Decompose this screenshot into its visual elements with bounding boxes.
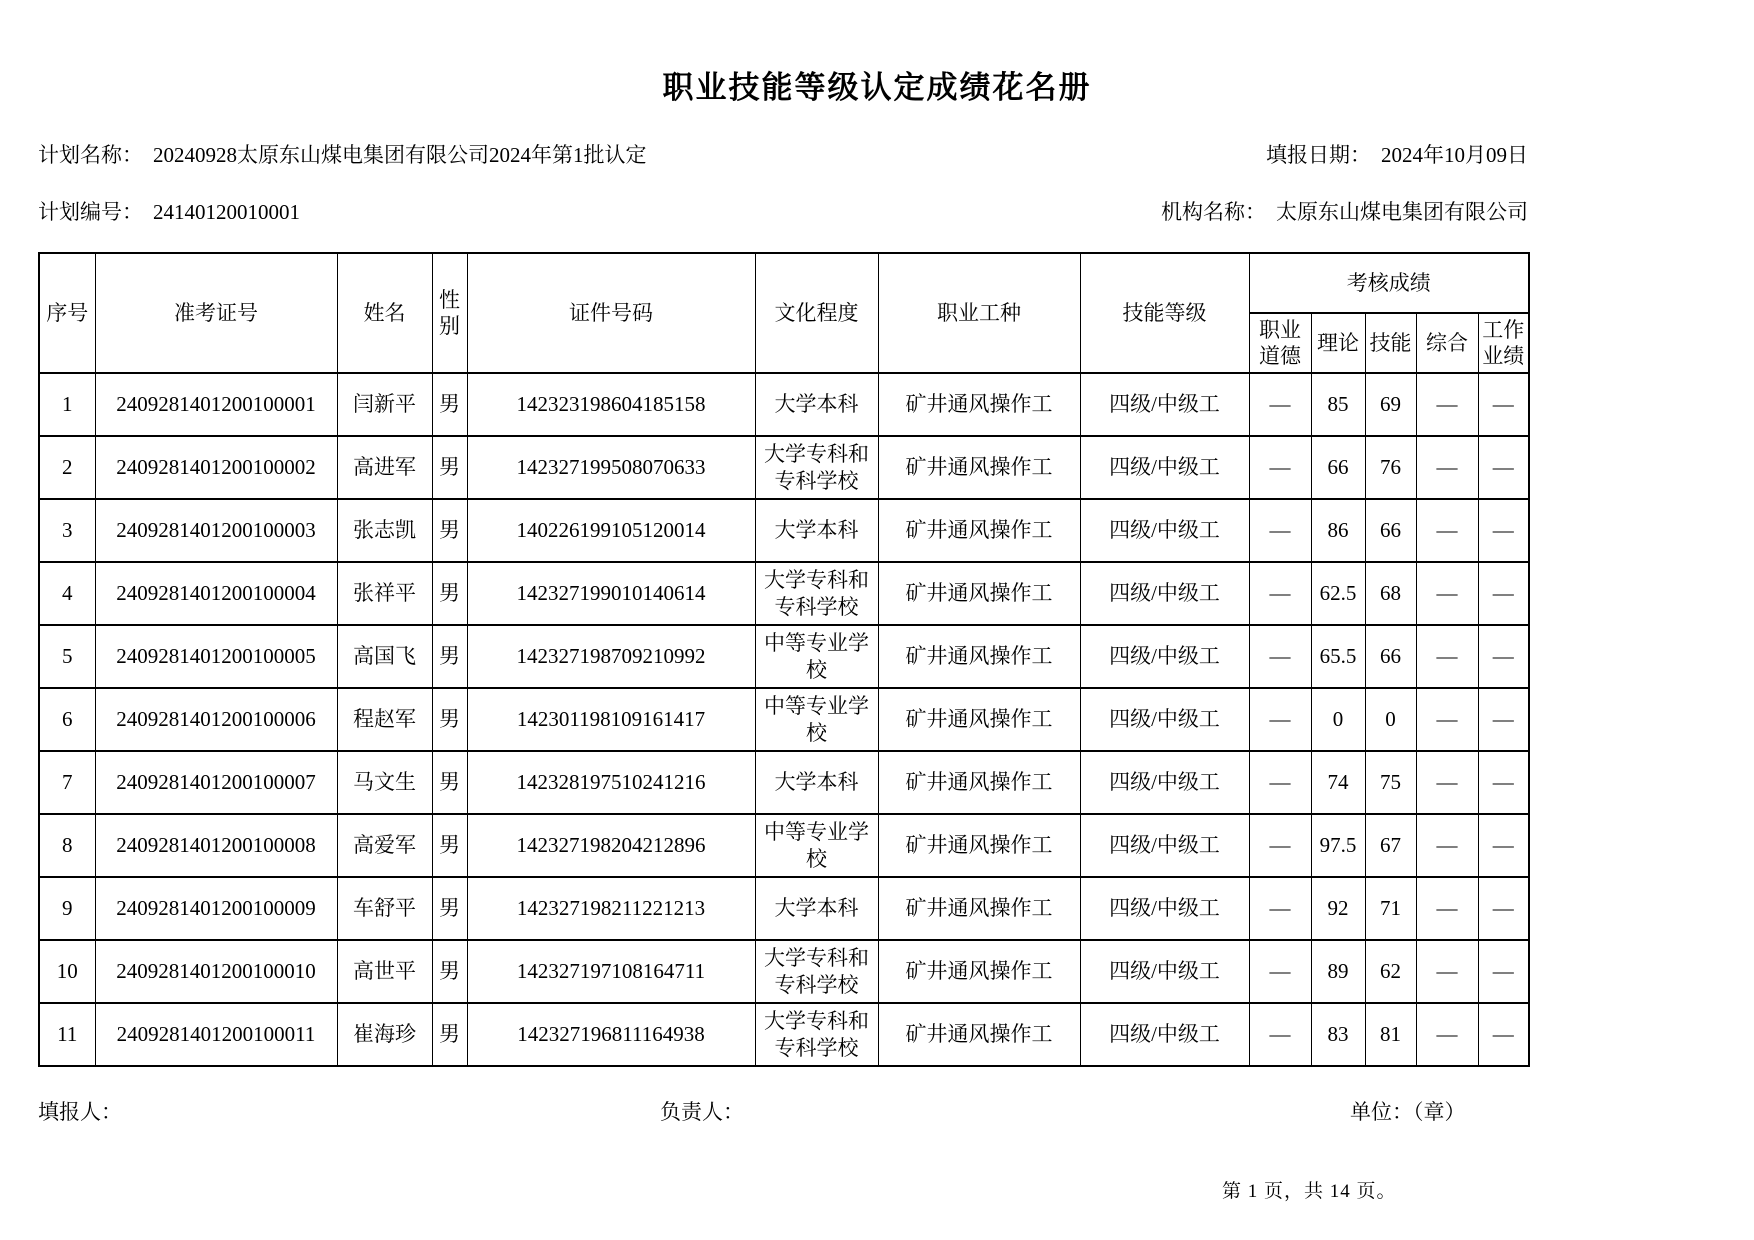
header-occupation: 职业工种 [878,253,1080,373]
seq-cell: 3 [39,499,95,562]
gender-cell: 男 [432,1003,467,1066]
level-cell: 四级/中级工 [1080,751,1249,814]
score-performance-cell: — [1478,499,1529,562]
id-cell: 142327198709210992 [467,625,755,688]
education-cell: 大学本科 [755,499,878,562]
name-cell: 闫新平 [337,373,432,436]
score-skill-cell: 68 [1365,562,1416,625]
id-cell: 142327197108164711 [467,940,755,1003]
report-date-value: 2024年10月09日 [1381,143,1528,167]
level-cell: 四级/中级工 [1080,436,1249,499]
score-performance-cell: — [1478,436,1529,499]
meta-row-2 [38,200,1528,225]
header-gender: 性别 [432,253,467,373]
level-cell: 四级/中级工 [1080,373,1249,436]
gender-cell: 男 [432,688,467,751]
gender-cell: 男 [432,814,467,877]
education-cell: 大学专科和专科学校 [755,940,878,1003]
seq-cell: 5 [39,625,95,688]
org-name-value: 太原东山煤电集团有限公司 [1276,200,1528,224]
table-row [39,499,1529,562]
seq-cell: 2 [39,436,95,499]
ticket-cell: 2409281401200100006 [95,688,337,751]
score-theory-cell: 0 [1311,688,1365,751]
gender-cell: 男 [432,499,467,562]
plan-code [38,200,300,225]
level-cell: 四级/中级工 [1080,562,1249,625]
score-ethics-cell: — [1249,688,1311,751]
header-score-group: 考核成绩 [1249,253,1529,313]
header-level: 技能等级 [1080,253,1249,373]
level-cell: 四级/中级工 [1080,688,1249,751]
name-cell: 张祥平 [337,562,432,625]
header-ticket: 准考证号 [95,253,337,373]
name-cell: 高世平 [337,940,432,1003]
page-title: 职业技能等级认定成绩花名册 [662,70,1092,105]
score-comprehensive-cell: — [1416,688,1478,751]
id-cell: 142301198109161417 [467,688,755,751]
id-cell: 142328197510241216 [467,751,755,814]
score-theory-cell: 92 [1311,877,1365,940]
ticket-cell: 2409281401200100003 [95,499,337,562]
score-comprehensive-cell: — [1416,436,1478,499]
meta-row-1 [38,143,1528,168]
education-cell: 中等专业学校 [755,625,878,688]
id-cell: 140226199105120014 [467,499,755,562]
score-comprehensive-cell: — [1416,877,1478,940]
occupation-cell: 矿井通风操作工 [878,1003,1080,1066]
score-comprehensive-cell: — [1416,814,1478,877]
score-skill-cell: 66 [1365,625,1416,688]
seq-cell: 9 [39,877,95,940]
score-performance-cell: — [1478,814,1529,877]
occupation-cell: 矿井通风操作工 [878,499,1080,562]
score-comprehensive-cell: — [1416,562,1478,625]
ticket-cell: 2409281401200100005 [95,625,337,688]
score-ethics-cell: — [1249,499,1311,562]
score-skill-cell: 67 [1365,814,1416,877]
level-cell: 四级/中级工 [1080,814,1249,877]
seq-cell: 6 [39,688,95,751]
gender-cell: 男 [432,562,467,625]
score-performance-cell: — [1478,625,1529,688]
score-performance-cell: — [1478,373,1529,436]
score-performance-cell: — [1478,688,1529,751]
header-score-ethics: 职业道德 [1249,313,1311,373]
score-comprehensive-cell: — [1416,499,1478,562]
score-skill-cell: 81 [1365,1003,1416,1066]
score-ethics-cell: — [1249,940,1311,1003]
name-cell: 张志凯 [337,499,432,562]
score-ethics-cell: — [1249,625,1311,688]
education-cell: 大学本科 [755,751,878,814]
header-row-main [39,253,1529,313]
table-row [39,562,1529,625]
table-row [39,1003,1529,1066]
occupation-cell: 矿井通风操作工 [878,940,1080,1003]
occupation-cell: 矿井通风操作工 [878,814,1080,877]
name-cell: 程赵军 [337,688,432,751]
score-performance-cell: — [1478,940,1529,1003]
id-cell: 142327198204212896 [467,814,755,877]
level-cell: 四级/中级工 [1080,499,1249,562]
education-cell: 大学专科和专科学校 [755,436,878,499]
score-skill-cell: 62 [1365,940,1416,1003]
score-comprehensive-cell: — [1416,751,1478,814]
occupation-cell: 矿井通风操作工 [878,373,1080,436]
score-comprehensive-cell: — [1416,625,1478,688]
report-date [1266,143,1528,168]
education-cell: 中等专业学校 [755,814,878,877]
ticket-cell: 2409281401200100010 [95,940,337,1003]
score-ethics-cell: — [1249,814,1311,877]
score-skill-cell: 69 [1365,373,1416,436]
ticket-cell: 2409281401200100001 [95,373,337,436]
id-cell: 142327199010140614 [467,562,755,625]
name-cell: 高爱军 [337,814,432,877]
plan-code-label: 计划编号： [38,200,143,224]
name-cell: 崔海珍 [337,1003,432,1066]
score-ethics-cell: — [1249,562,1311,625]
plan-name-value: 20240928太原东山煤电集团有限公司2024年第1批认定 [153,143,647,167]
org-name [1161,200,1528,225]
table-row [39,373,1529,436]
education-cell: 大学专科和专科学校 [755,1003,878,1066]
plan-code-value: 24140120010001 [153,200,300,224]
gender-cell: 男 [432,625,467,688]
ticket-cell: 2409281401200100007 [95,751,337,814]
occupation-cell: 矿井通风操作工 [878,562,1080,625]
score-skill-cell: 75 [1365,751,1416,814]
score-skill-cell: 66 [1365,499,1416,562]
seq-cell: 11 [39,1003,95,1066]
table-row [39,877,1529,940]
score-theory-cell: 62.5 [1311,562,1365,625]
ticket-cell: 2409281401200100011 [95,1003,337,1066]
occupation-cell: 矿井通风操作工 [878,751,1080,814]
score-performance-cell: — [1478,1003,1529,1066]
gender-cell: 男 [432,373,467,436]
gender-cell: 男 [432,436,467,499]
score-skill-cell: 71 [1365,877,1416,940]
unit-seal-label: 单位：（章） [1350,1100,1466,1124]
filler-label: 填报人： [38,1100,122,1124]
seq-cell: 7 [39,751,95,814]
header-seq: 序号 [39,253,95,373]
score-theory-cell: 74 [1311,751,1365,814]
occupation-cell: 矿井通风操作工 [878,688,1080,751]
occupation-cell: 矿井通风操作工 [878,625,1080,688]
score-comprehensive-cell: — [1416,1003,1478,1066]
ticket-cell: 2409281401200100008 [95,814,337,877]
occupation-cell: 矿井通风操作工 [878,877,1080,940]
score-ethics-cell: — [1249,1003,1311,1066]
score-comprehensive-cell: — [1416,373,1478,436]
id-cell: 142327198211221213 [467,877,755,940]
table-row [39,436,1529,499]
gender-cell: 男 [432,877,467,940]
seq-cell: 10 [39,940,95,1003]
score-ethics-cell: — [1249,373,1311,436]
score-ethics-cell: — [1249,436,1311,499]
level-cell: 四级/中级工 [1080,877,1249,940]
name-cell: 高国飞 [337,625,432,688]
roster-table-header [39,253,1529,373]
org-name-label: 机构名称： [1161,200,1266,224]
education-cell: 大学本科 [755,373,878,436]
education-cell: 大学专科和专科学校 [755,562,878,625]
plan-name-label: 计划名称： [38,143,143,167]
id-cell: 142323198604185158 [467,373,755,436]
score-performance-cell: — [1478,751,1529,814]
roster-table-body [39,373,1529,1066]
score-theory-cell: 97.5 [1311,814,1365,877]
seq-cell: 4 [39,562,95,625]
header-score-performance: 工作业绩 [1478,313,1529,373]
education-cell: 中等专业学校 [755,688,878,751]
table-row [39,688,1529,751]
score-theory-cell: 86 [1311,499,1365,562]
score-theory-cell: 65.5 [1311,625,1365,688]
header-education: 文化程度 [755,253,878,373]
responsible-label: 负责人： [660,1100,744,1124]
table-row [39,940,1529,1003]
header-name: 姓名 [337,253,432,373]
plan-name [38,143,647,168]
score-ethics-cell: — [1249,877,1311,940]
table-row [39,751,1529,814]
name-cell: 马文生 [337,751,432,814]
seq-cell: 1 [39,373,95,436]
level-cell: 四级/中级工 [1080,625,1249,688]
header-id-no: 证件号码 [467,253,755,373]
roster-table [38,252,1530,1067]
header-score-comprehensive: 综合 [1416,313,1478,373]
score-theory-cell: 83 [1311,1003,1365,1066]
score-theory-cell: 89 [1311,940,1365,1003]
gender-cell: 男 [432,940,467,1003]
score-theory-cell: 85 [1311,373,1365,436]
id-cell: 142327199508070633 [467,436,755,499]
header-score-skill: 技能 [1365,313,1416,373]
level-cell: 四级/中级工 [1080,940,1249,1003]
score-performance-cell: — [1478,877,1529,940]
page-number-info: 第 1 页，共 14 页。 [1222,1181,1397,1202]
name-cell: 高进军 [337,436,432,499]
gender-cell: 男 [432,751,467,814]
score-ethics-cell: — [1249,751,1311,814]
ticket-cell: 2409281401200100009 [95,877,337,940]
header-score-theory: 理论 [1311,313,1365,373]
report-date-label: 填报日期： [1266,143,1371,167]
score-theory-cell: 66 [1311,436,1365,499]
occupation-cell: 矿井通风操作工 [878,436,1080,499]
ticket-cell: 2409281401200100002 [95,436,337,499]
score-performance-cell: — [1478,562,1529,625]
table-row [39,814,1529,877]
score-skill-cell: 0 [1365,688,1416,751]
score-comprehensive-cell: — [1416,940,1478,1003]
ticket-cell: 2409281401200100004 [95,562,337,625]
table-row [39,625,1529,688]
score-skill-cell: 76 [1365,436,1416,499]
id-cell: 142327196811164938 [467,1003,755,1066]
name-cell: 车舒平 [337,877,432,940]
education-cell: 大学本科 [755,877,878,940]
seq-cell: 8 [39,814,95,877]
level-cell: 四级/中级工 [1080,1003,1249,1066]
